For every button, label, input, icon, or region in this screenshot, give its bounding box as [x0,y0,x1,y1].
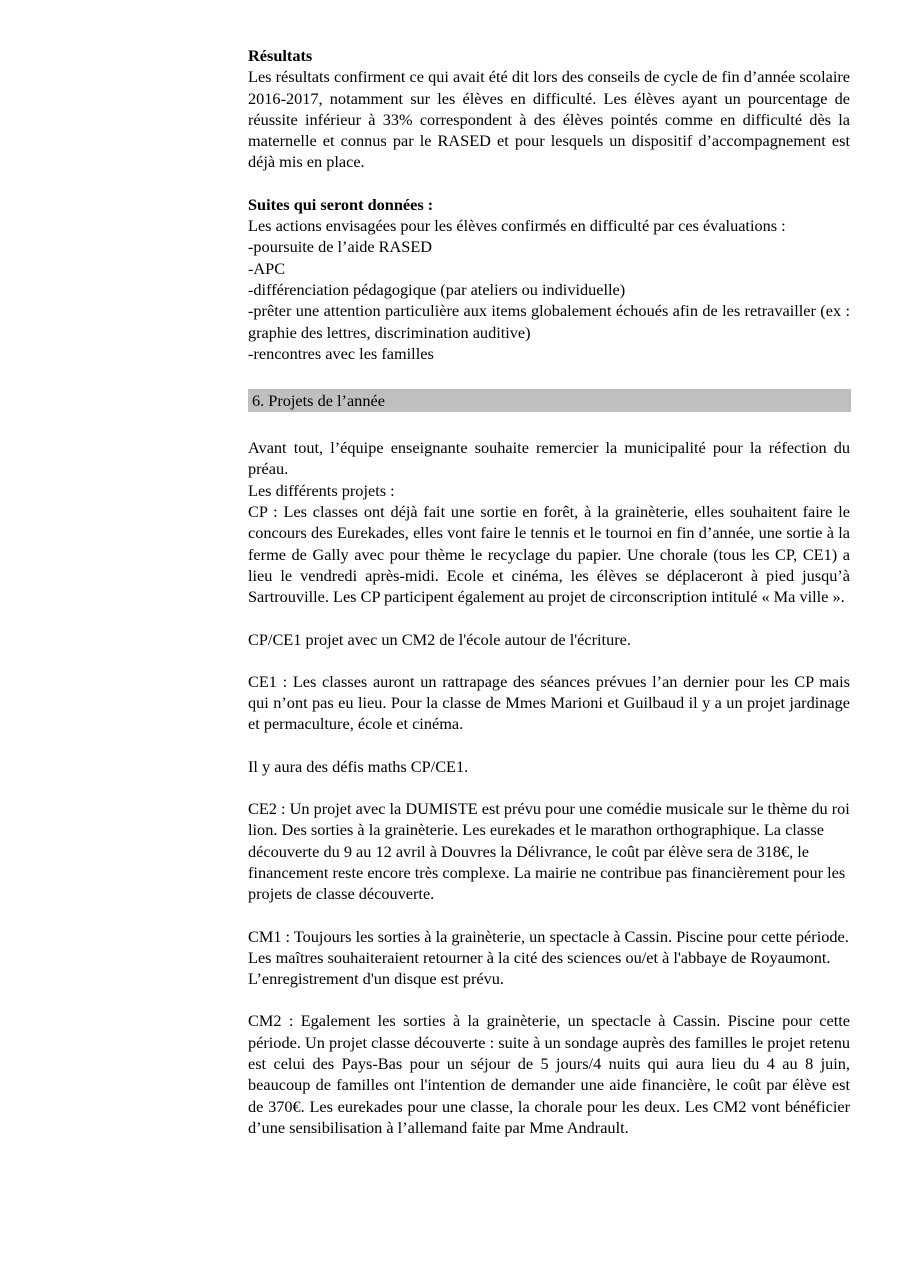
spacer [248,364,850,389]
project-paragraph-cp: CP : Les classes ont déjà fait une sortie en forêt, à la grainèterie, elles souhaitent faire le concours des Eurekades, elles vont faire le tennis et le tournoi en fin d’année, une sortie à la ferme de Gally avec pour thème le recyclage du papier. Une chorale (tous les CP, CE1) a lieu le vendredi après-midi. Ecole et cinéma, les élèves se déplaceront à pied jusqu’à Sartrouville. Les CP participent également au projet de circonscription intitulé « Ma ville ». [248,502,850,607]
spacer [248,608,850,629]
suites-item-2: -APC [248,258,286,278]
section-heading-bar [248,389,851,412]
project-paragraph-ce2: CE2 : Un projet avec la DUMISTE est prévu pour une comédie musicale sur le thème du roi lion. Des sorties à la grainèterie. Les eurekades et le marathon orthographique. La classe découverte du 9 au 12 avril à Douvres la Délivrance, le coût par élève sera de 318€, le financement reste encore très complexe. La mairie ne contribue pas financièrement pour les projets de classe découverte. [248,799,850,904]
spacer [248,989,850,1010]
document-body [248,45,850,1138]
spacer [248,412,850,437]
project-paragraph-cp-ce1: CP/CE1 projet avec un CM2 de l'école autour de l'écriture. [248,629,631,649]
suites-item-3: -différenciation pédagogique (par ateliers ou individuelle) [248,279,626,299]
spacer [248,777,850,798]
spacer [248,905,850,926]
results-heading: Résultats [248,46,313,65]
suites-intro: Les actions envisagées pour les élèves confirmés en difficulté par ces évaluations : [248,216,786,236]
spacer [248,735,850,756]
project-paragraph-ce1: CE1 : Les classes auront un rattrapage des séances prévues l’an dernier pour les CP mais qui n’ont pas eu lieu. Pour la classe de Mmes Marioni et Guilbaud il y a un projet jardinage et permaculture, école et cinéma. [248,671,850,734]
projects-intro: Avant tout, l’équipe enseignante souhaite remercier la municipalité pour la réfection du préau. [248,438,850,479]
project-paragraph-cm2: CM2 : Egalement les sorties à la grainèterie, un spectacle à Cassin. Piscine pour cette période. Un projet classe découverte : suite à un sondage auprès des familles le projet retenu est celui des Pays-Bas pour un séjour de 5 jours/4 nuits qui aura lieu du 4 au 8 juin, beaucoup de familles ont l'intention de demander une aide financière, le coût par élève est de 370€. Les eurekades pour une classe, la chorale pour les deux. Les CM2 vont bénéficier d’une sensibilisation à l’allemand faite par Mme Andrault. [248,1011,850,1137]
results-paragraph: Les résultats confirment ce qui avait été dit lors des conseils de cycle de fin d’année scolaire 2016-2017, notamment sur les élèves en difficulté. Les élèves ayant un pourcentage de réussite inférieur à 33% correspondent à des élèves pointés comme en difficulté dès la maternelle et connus par le RASED et pour lesquels un dispositif d’accompagnement est déjà mis en place. [248,67,850,172]
suites-heading: Suites qui seront données : [248,194,434,214]
project-paragraph-defis-maths: Il y aura des défis maths CP/CE1. [248,756,469,776]
suites-item-5: -rencontres avec les familles [248,343,434,363]
suites-item-1: -poursuite de l’aide RASED [248,237,433,257]
spacer [248,173,850,194]
spacer [248,650,850,671]
suites-item-4: -prêter une attention particulière aux items globalement échoués afin de les retravailler (ex : graphie des lettres, discrimination auditive) [248,301,850,342]
projects-subintro: Les différents projets : [248,480,395,500]
project-paragraph-cm1: CM1 : Toujours les sorties à la grainèterie, un spectacle à Cassin. Piscine pour cette période. Les maîtres souhaiteraient retourner à la cité des sciences ou/et à l'abbaye de Royaumont. L’enregistrement d'un disque est prévu. [248,926,849,989]
section-heading-text: 6. Projets de l’année [252,391,385,411]
